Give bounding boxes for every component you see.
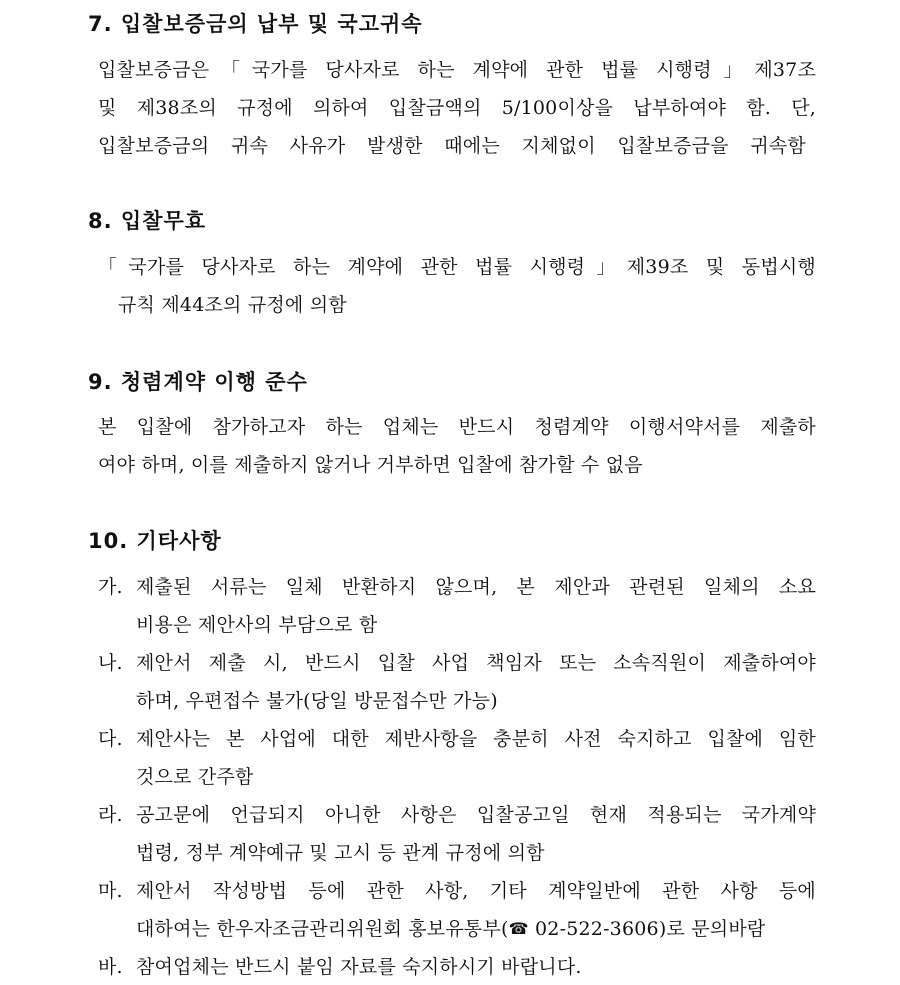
item-da-line-1: 제안사는 본 사업에 대한 제반사항을 충분히 사전 숙지하고 입찰에 임한	[136, 728, 816, 750]
item-na-marker: 나.	[98, 652, 123, 674]
section-7-line-1: 입찰보증금은「국가를 당사자로 하는 계약에 관한 법률 시행령」제37조	[98, 59, 816, 81]
section-8-line-2: 규칙 제44조의 규정에 의함	[118, 294, 347, 316]
item-da-marker: 다.	[98, 728, 123, 750]
item-ra-line-2: 법령, 정부 계약예규 및 고시 등 관계 규정에 의함	[136, 842, 545, 864]
item-ma-marker: 마.	[98, 880, 123, 902]
item-ba-line-1: 참여업체는 반드시 붙임 자료를 숙지하시기 바랍니다.	[136, 956, 582, 978]
item-ra-line-1: 공고문에 언급되지 아니한 사항은 입찰공고일 현재 적용되는 국가계약	[136, 804, 816, 826]
item-ma-line-2-suffix: )로 문의바람	[658, 918, 766, 940]
item-ma-line-1: 제안서 작성방법 등에 관한 사항, 기타 계약일반에 관한 사항 등에	[136, 880, 816, 902]
section-7-line-3: 입찰보증금의 귀속 사유가 발생한 때에는 지체없이 입찰보증금을 귀속함	[98, 135, 806, 157]
section-9-heading: 9. 청렴계약 이행 준수	[88, 370, 308, 394]
phone-number: 02-522-3606	[528, 918, 659, 940]
item-ra-marker: 라.	[98, 804, 123, 826]
item-na-line-1: 제안서 제출 시, 반드시 입찰 사업 책임자 또는 소속직원이 제출하여야	[136, 652, 816, 674]
section-9-line-2: 여야 하며, 이를 제출하지 않거나 거부하면 입찰에 참가할 수 없음	[98, 454, 643, 476]
item-da-line-2: 것으로 간주함	[136, 766, 254, 788]
section-9-line-1: 본 입찰에 참가하고자 하는 업체는 반드시 청렴계약 이행서약서를 제출하	[98, 416, 816, 438]
item-ga-line-1: 제출된 서류는 일체 반환하지 않으며, 본 제안과 관련된 일체의 소요	[136, 576, 816, 598]
section-10-heading: 10. 기타사항	[88, 529, 222, 553]
telephone-icon: ☎	[508, 919, 529, 938]
section-7-line-2: 및 제38조의 규정에 의하여 입찰금액의 5/100이상을 납부하여야 함. 단,	[98, 97, 816, 119]
section-8-heading: 8. 입찰무효	[88, 209, 207, 233]
section-8-line-1: 「국가를 당사자로 하는 계약에 관한 법률 시행령」제39조 및 동법시행	[98, 256, 816, 278]
item-ba-marker: 바.	[98, 956, 123, 978]
item-ma-line-2	[136, 914, 765, 941]
section-7-heading: 7. 입찰보증금의 납부 및 국고귀속	[88, 12, 423, 36]
item-ga-marker: 가.	[98, 576, 123, 598]
item-na-line-2: 하며, 우편접수 불가(당일 방문접수만 가능)	[136, 690, 498, 712]
item-ma-line-2-prefix: 대하여는 한우자조금관리위원회 홍보유통부(	[136, 918, 509, 940]
item-ga-line-2: 비용은 제안사의 부담으로 함	[136, 614, 378, 636]
